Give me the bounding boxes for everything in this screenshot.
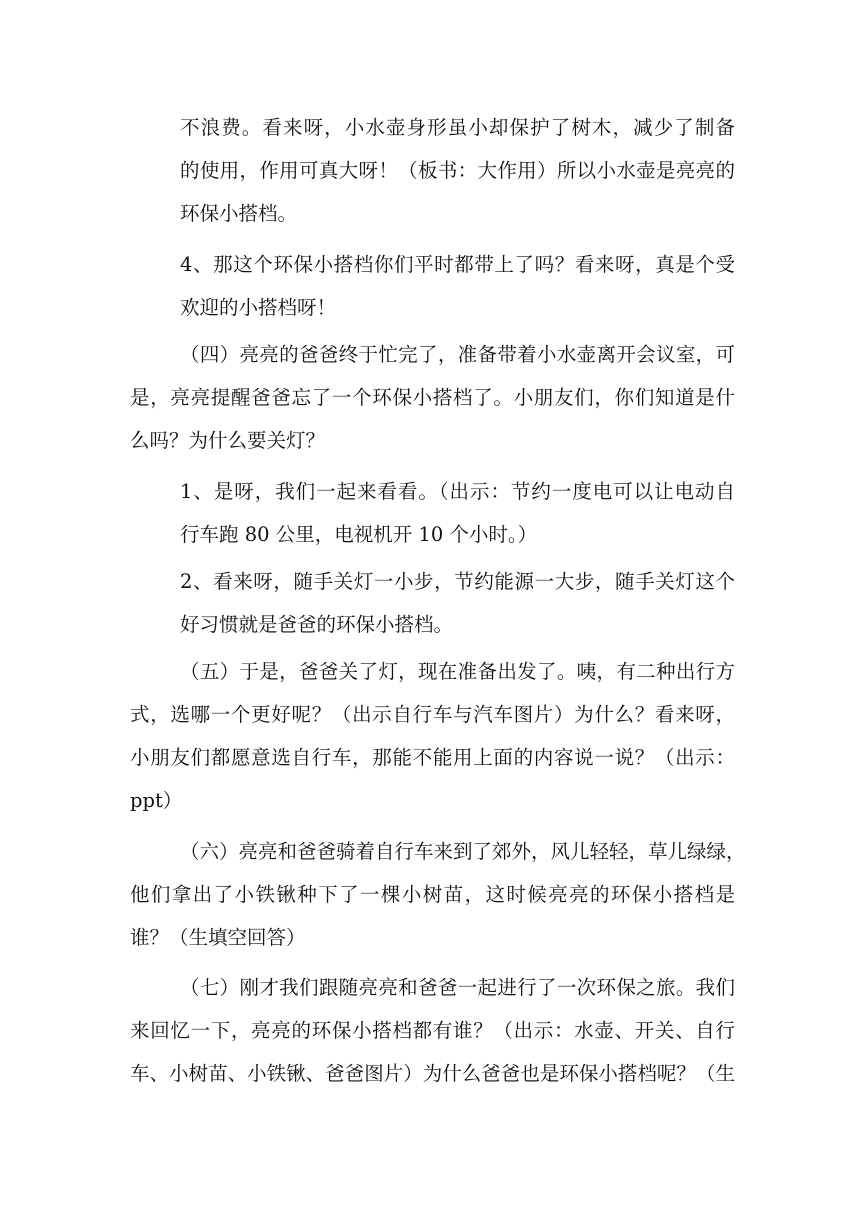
text-line: 来回忆一下，亮亮的环保小搭档都有谁？（出示：水壶、开关、自行: [130, 1019, 735, 1042]
text-line: 不浪费。看来呀，小水壶身形虽小却保护了树木，减少了制备: [180, 116, 735, 139]
paragraph-p6: [130, 650, 735, 822]
text-line: 式，选哪一个更好呢？（出示自行车与汽车图片）为什么？看来呀，: [130, 703, 735, 726]
paragraph-p7: [130, 830, 746, 959]
text-line: 好习惯就是爸爸的环保小搭档。: [180, 613, 454, 636]
text-line: 他们拿出了小铁锹种下了一棵小树苗，这时候亮亮的环保小搭档是: [130, 883, 735, 906]
text-line: 是，亮亮提醒爸爸忘了一个环保小搭档了。小朋友们，你们知道是什: [130, 386, 735, 409]
text-line: （六）亮亮和爸爸骑着自行车来到了郊外，风儿轻轻，草儿绿绿，: [180, 840, 746, 863]
text-line: 谁？（生填空回答）: [130, 926, 306, 949]
text-line: 么吗？为什么要关灯？: [130, 429, 326, 452]
text-line: （七）刚才我们跟随亮亮和爸爸一起进行了一次环保之旅。我们: [180, 976, 735, 999]
text-line: 2、看来呀，随手关灯一小步，节约能源一大步，随手关灯这个: [180, 570, 735, 593]
paragraph-p3: [130, 333, 735, 462]
text-line: 小朋友们都愿意选自行车，那能不能用上面的内容说一说？（出示：: [130, 746, 735, 769]
paragraph-p1: [180, 106, 735, 235]
text-line: ppt）: [130, 789, 183, 812]
paragraph-p4: [180, 470, 735, 556]
text-line: 4、那这个环保小搭档你们平时都带上了吗？看来呀，真是个受: [180, 253, 735, 276]
text-line: 环保小搭档。: [180, 202, 298, 225]
text-line: 欢迎的小搭档呀！: [180, 296, 337, 319]
text-line: （五）于是，爸爸关了灯，现在准备出发了。咦，有二种出行方: [180, 660, 735, 683]
text-line: （四）亮亮的爸爸终于忙完了，准备带着小水壶离开会议室，可: [180, 343, 735, 366]
text-line: 车、小树苗、小铁锹、爸爸图片）为什么爸爸也是环保小搭档呢？（生: [130, 1062, 735, 1085]
paragraph-p5: [180, 560, 735, 646]
text-line: 1、是呀，我们一起来看看。（出示：节约一度电可以让电动自: [180, 480, 735, 503]
paragraph-p8: [130, 966, 735, 1095]
text-line: 的使用，作用可真大呀！（板书：大作用）所以小水壶是亮亮的: [180, 159, 735, 182]
paragraph-p2: [180, 243, 735, 329]
text-line: 行车跑 80 公里，电视机开 10 个小时。）: [180, 523, 538, 546]
